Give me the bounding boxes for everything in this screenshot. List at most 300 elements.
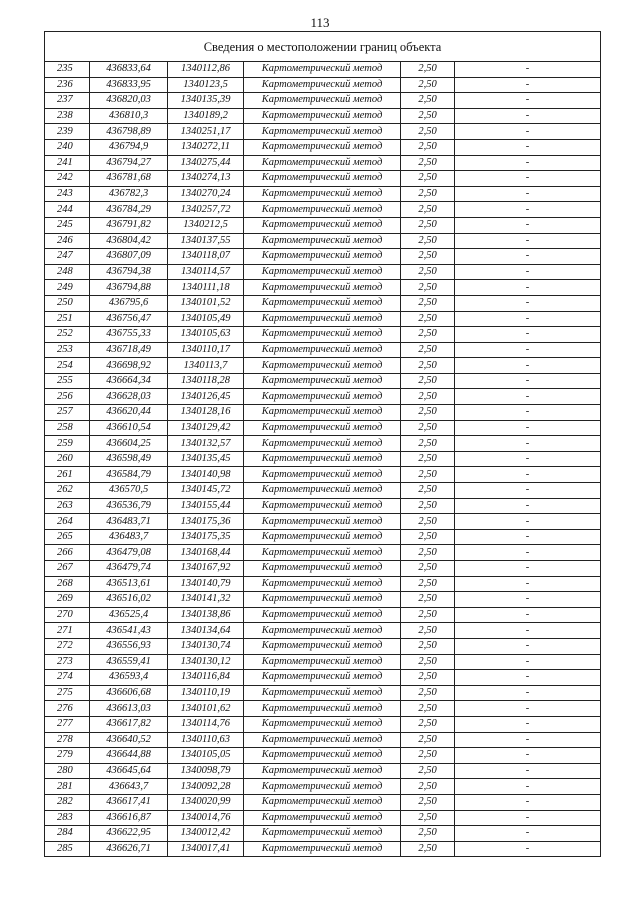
description-cell: - — [455, 670, 601, 686]
point-number-cell: 235 — [45, 62, 90, 78]
accuracy-cell: 2,50 — [401, 467, 455, 483]
table-row — [45, 202, 601, 218]
point-number-cell: 257 — [45, 405, 90, 421]
table-body — [45, 32, 601, 857]
method-cell: Картометрический метод — [244, 607, 401, 623]
point-number-cell: 284 — [45, 826, 90, 842]
y-coordinate-cell: 1340257,72 — [168, 202, 244, 218]
y-coordinate-cell: 1340020,99 — [168, 794, 244, 810]
x-coordinate-cell: 436626,71 — [90, 841, 168, 857]
method-cell: Картометрический метод — [244, 514, 401, 530]
description-cell: - — [455, 826, 601, 842]
table-row — [45, 217, 601, 233]
y-coordinate-cell: 1340110,19 — [168, 685, 244, 701]
table-row — [45, 810, 601, 826]
x-coordinate-cell: 436536,79 — [90, 498, 168, 514]
table-row — [45, 514, 601, 530]
method-cell: Картометрический метод — [244, 685, 401, 701]
method-cell: Картометрический метод — [244, 77, 401, 93]
description-cell: - — [455, 280, 601, 296]
table-row — [45, 342, 601, 358]
description-cell: - — [455, 779, 601, 795]
method-cell: Картометрический метод — [244, 451, 401, 467]
x-coordinate-cell: 436794,38 — [90, 264, 168, 280]
accuracy-cell: 2,50 — [401, 576, 455, 592]
method-cell: Картометрический метод — [244, 186, 401, 202]
point-number-cell: 247 — [45, 249, 90, 265]
y-coordinate-cell: 1340168,44 — [168, 545, 244, 561]
table-title-row — [45, 32, 601, 62]
y-coordinate-cell: 1340251,17 — [168, 124, 244, 140]
x-coordinate-cell: 436640,52 — [90, 732, 168, 748]
point-number-cell: 276 — [45, 701, 90, 717]
accuracy-cell: 2,50 — [401, 108, 455, 124]
description-cell: - — [455, 389, 601, 405]
table-row — [45, 62, 601, 78]
x-coordinate-cell: 436643,7 — [90, 779, 168, 795]
y-coordinate-cell: 1340101,52 — [168, 295, 244, 311]
point-number-cell: 266 — [45, 545, 90, 561]
point-number-cell: 275 — [45, 685, 90, 701]
method-cell: Картометрический метод — [244, 280, 401, 296]
x-coordinate-cell: 436755,33 — [90, 327, 168, 343]
x-coordinate-cell: 436556,93 — [90, 638, 168, 654]
accuracy-cell: 2,50 — [401, 763, 455, 779]
description-cell: - — [455, 498, 601, 514]
point-number-cell: 236 — [45, 77, 90, 93]
table-row — [45, 327, 601, 343]
point-number-cell: 268 — [45, 576, 90, 592]
description-cell: - — [455, 342, 601, 358]
y-coordinate-cell: 1340114,76 — [168, 716, 244, 732]
y-coordinate-cell: 1340135,39 — [168, 93, 244, 109]
point-number-cell: 251 — [45, 311, 90, 327]
description-cell: - — [455, 748, 601, 764]
description-cell: - — [455, 311, 601, 327]
method-cell: Картометрический метод — [244, 62, 401, 78]
x-coordinate-cell: 436833,64 — [90, 62, 168, 78]
y-coordinate-cell: 1340140,79 — [168, 576, 244, 592]
x-coordinate-cell: 436483,71 — [90, 514, 168, 530]
table-row — [45, 420, 601, 436]
table-row — [45, 623, 601, 639]
point-number-cell: 279 — [45, 748, 90, 764]
accuracy-cell: 2,50 — [401, 748, 455, 764]
method-cell: Картометрический метод — [244, 389, 401, 405]
description-cell: - — [455, 171, 601, 187]
table-row — [45, 592, 601, 608]
accuracy-cell: 2,50 — [401, 295, 455, 311]
y-coordinate-cell: 1340130,12 — [168, 654, 244, 670]
y-coordinate-cell: 1340140,98 — [168, 467, 244, 483]
description-cell: - — [455, 373, 601, 389]
point-number-cell: 261 — [45, 467, 90, 483]
description-cell: - — [455, 93, 601, 109]
description-cell: - — [455, 529, 601, 545]
table-row — [45, 389, 601, 405]
table-row — [45, 233, 601, 249]
accuracy-cell: 2,50 — [401, 826, 455, 842]
method-cell: Картометрический метод — [244, 498, 401, 514]
description-cell: - — [455, 467, 601, 483]
description-cell: - — [455, 483, 601, 499]
accuracy-cell: 2,50 — [401, 701, 455, 717]
x-coordinate-cell: 436664,34 — [90, 373, 168, 389]
table-row — [45, 467, 601, 483]
x-coordinate-cell: 436794,9 — [90, 139, 168, 155]
x-coordinate-cell: 436794,27 — [90, 155, 168, 171]
description-cell: - — [455, 701, 601, 717]
method-cell: Картометрический метод — [244, 436, 401, 452]
description-cell: - — [455, 576, 601, 592]
y-coordinate-cell: 1340116,84 — [168, 670, 244, 686]
point-number-cell: 250 — [45, 295, 90, 311]
y-coordinate-cell: 1340141,32 — [168, 592, 244, 608]
method-cell: Картометрический метод — [244, 561, 401, 577]
point-number-cell: 285 — [45, 841, 90, 857]
description-cell: - — [455, 124, 601, 140]
method-cell: Картометрический метод — [244, 826, 401, 842]
x-coordinate-cell: 436810,3 — [90, 108, 168, 124]
x-coordinate-cell: 436795,6 — [90, 295, 168, 311]
y-coordinate-cell: 1340135,45 — [168, 451, 244, 467]
x-coordinate-cell: 436525,4 — [90, 607, 168, 623]
method-cell: Картометрический метод — [244, 373, 401, 389]
x-coordinate-cell: 436782,3 — [90, 186, 168, 202]
y-coordinate-cell: 1340270,24 — [168, 186, 244, 202]
y-coordinate-cell: 1340123,5 — [168, 77, 244, 93]
y-coordinate-cell: 1340275,44 — [168, 155, 244, 171]
description-cell: - — [455, 327, 601, 343]
table-row — [45, 280, 601, 296]
description-cell: - — [455, 763, 601, 779]
point-number-cell: 245 — [45, 217, 90, 233]
method-cell: Картометрический метод — [244, 810, 401, 826]
table-row — [45, 654, 601, 670]
y-coordinate-cell: 1340092,28 — [168, 779, 244, 795]
description-cell: - — [455, 420, 601, 436]
y-coordinate-cell: 1340138,86 — [168, 607, 244, 623]
table-row — [45, 186, 601, 202]
y-coordinate-cell: 1340118,28 — [168, 373, 244, 389]
description-cell: - — [455, 607, 601, 623]
table-row — [45, 576, 601, 592]
accuracy-cell: 2,50 — [401, 794, 455, 810]
table-row — [45, 732, 601, 748]
point-number-cell: 271 — [45, 623, 90, 639]
x-coordinate-cell: 436698,92 — [90, 358, 168, 374]
method-cell: Картометрический метод — [244, 623, 401, 639]
accuracy-cell: 2,50 — [401, 670, 455, 686]
table-row — [45, 498, 601, 514]
y-coordinate-cell: 1340274,13 — [168, 171, 244, 187]
point-number-cell: 246 — [45, 233, 90, 249]
y-coordinate-cell: 1340017,41 — [168, 841, 244, 857]
x-coordinate-cell: 436616,87 — [90, 810, 168, 826]
description-cell: - — [455, 638, 601, 654]
accuracy-cell: 2,50 — [401, 280, 455, 296]
point-number-cell: 265 — [45, 529, 90, 545]
table-title: Сведения о местоположении границ объекта — [45, 32, 601, 62]
y-coordinate-cell: 1340130,74 — [168, 638, 244, 654]
table-row — [45, 139, 601, 155]
description-cell: - — [455, 202, 601, 218]
accuracy-cell: 2,50 — [401, 358, 455, 374]
table-row — [45, 748, 601, 764]
y-coordinate-cell: 1340126,45 — [168, 389, 244, 405]
point-number-cell: 283 — [45, 810, 90, 826]
accuracy-cell: 2,50 — [401, 732, 455, 748]
x-coordinate-cell: 436584,79 — [90, 467, 168, 483]
method-cell: Картометрический метод — [244, 638, 401, 654]
description-cell: - — [455, 139, 601, 155]
x-coordinate-cell: 436513,61 — [90, 576, 168, 592]
accuracy-cell: 2,50 — [401, 451, 455, 467]
table-row — [45, 249, 601, 265]
method-cell: Картометрический метод — [244, 295, 401, 311]
x-coordinate-cell: 436516,02 — [90, 592, 168, 608]
accuracy-cell: 2,50 — [401, 607, 455, 623]
y-coordinate-cell: 1340128,16 — [168, 405, 244, 421]
point-number-cell: 277 — [45, 716, 90, 732]
x-coordinate-cell: 436617,82 — [90, 716, 168, 732]
accuracy-cell: 2,50 — [401, 139, 455, 155]
accuracy-cell: 2,50 — [401, 202, 455, 218]
description-cell: - — [455, 436, 601, 452]
accuracy-cell: 2,50 — [401, 716, 455, 732]
x-coordinate-cell: 436644,88 — [90, 748, 168, 764]
x-coordinate-cell: 436784,29 — [90, 202, 168, 218]
description-cell: - — [455, 654, 601, 670]
point-number-cell: 253 — [45, 342, 90, 358]
y-coordinate-cell: 1340137,55 — [168, 233, 244, 249]
description-cell: - — [455, 405, 601, 421]
table-row — [45, 311, 601, 327]
description-cell: - — [455, 841, 601, 857]
method-cell: Картометрический метод — [244, 529, 401, 545]
y-coordinate-cell: 1340134,64 — [168, 623, 244, 639]
y-coordinate-cell: 1340105,63 — [168, 327, 244, 343]
description-cell: - — [455, 732, 601, 748]
y-coordinate-cell: 1340110,63 — [168, 732, 244, 748]
accuracy-cell: 2,50 — [401, 420, 455, 436]
boundary-table — [44, 31, 601, 857]
x-coordinate-cell: 436593,4 — [90, 670, 168, 686]
method-cell: Картометрический метод — [244, 794, 401, 810]
x-coordinate-cell: 436559,41 — [90, 654, 168, 670]
x-coordinate-cell: 436613,03 — [90, 701, 168, 717]
table-row — [45, 701, 601, 717]
accuracy-cell: 2,50 — [401, 373, 455, 389]
method-cell: Картометрический метод — [244, 93, 401, 109]
description-cell: - — [455, 186, 601, 202]
x-coordinate-cell: 436807,09 — [90, 249, 168, 265]
y-coordinate-cell: 1340113,7 — [168, 358, 244, 374]
table-row — [45, 670, 601, 686]
x-coordinate-cell: 436794,88 — [90, 280, 168, 296]
description-cell: - — [455, 623, 601, 639]
description-cell: - — [455, 810, 601, 826]
y-coordinate-cell: 1340012,42 — [168, 826, 244, 842]
point-number-cell: 262 — [45, 483, 90, 499]
point-number-cell: 252 — [45, 327, 90, 343]
y-coordinate-cell: 1340175,35 — [168, 529, 244, 545]
table-row — [45, 794, 601, 810]
table-row — [45, 841, 601, 857]
x-coordinate-cell: 436606,68 — [90, 685, 168, 701]
table-row — [45, 171, 601, 187]
point-number-cell: 273 — [45, 654, 90, 670]
point-number-cell: 267 — [45, 561, 90, 577]
x-coordinate-cell: 436718,49 — [90, 342, 168, 358]
method-cell: Картометрический метод — [244, 779, 401, 795]
x-coordinate-cell: 436483,7 — [90, 529, 168, 545]
point-number-cell: 278 — [45, 732, 90, 748]
x-coordinate-cell: 436756,47 — [90, 311, 168, 327]
table-row — [45, 545, 601, 561]
x-coordinate-cell: 436628,03 — [90, 389, 168, 405]
description-cell: - — [455, 716, 601, 732]
y-coordinate-cell: 1340105,49 — [168, 311, 244, 327]
table-row — [45, 779, 601, 795]
description-cell: - — [455, 685, 601, 701]
accuracy-cell: 2,50 — [401, 514, 455, 530]
accuracy-cell: 2,50 — [401, 561, 455, 577]
table-row — [45, 373, 601, 389]
y-coordinate-cell: 1340175,36 — [168, 514, 244, 530]
accuracy-cell: 2,50 — [401, 77, 455, 93]
table-row — [45, 77, 601, 93]
y-coordinate-cell: 1340118,07 — [168, 249, 244, 265]
method-cell: Картометрический метод — [244, 420, 401, 436]
point-number-cell: 255 — [45, 373, 90, 389]
y-coordinate-cell: 1340129,42 — [168, 420, 244, 436]
description-cell: - — [455, 77, 601, 93]
point-number-cell: 272 — [45, 638, 90, 654]
accuracy-cell: 2,50 — [401, 654, 455, 670]
accuracy-cell: 2,50 — [401, 498, 455, 514]
point-number-cell: 281 — [45, 779, 90, 795]
description-cell: - — [455, 358, 601, 374]
point-number-cell: 260 — [45, 451, 90, 467]
description-cell: - — [455, 264, 601, 280]
y-coordinate-cell: 1340014,76 — [168, 810, 244, 826]
accuracy-cell: 2,50 — [401, 810, 455, 826]
x-coordinate-cell: 436570,5 — [90, 483, 168, 499]
table-row — [45, 483, 601, 499]
table-row — [45, 529, 601, 545]
accuracy-cell: 2,50 — [401, 93, 455, 109]
x-coordinate-cell: 436622,95 — [90, 826, 168, 842]
method-cell: Картометрический метод — [244, 217, 401, 233]
method-cell: Картометрический метод — [244, 139, 401, 155]
description-cell: - — [455, 794, 601, 810]
y-coordinate-cell: 1340132,57 — [168, 436, 244, 452]
table-row — [45, 124, 601, 140]
x-coordinate-cell: 436604,25 — [90, 436, 168, 452]
point-number-cell: 254 — [45, 358, 90, 374]
x-coordinate-cell: 436804,42 — [90, 233, 168, 249]
accuracy-cell: 2,50 — [401, 529, 455, 545]
description-cell: - — [455, 217, 601, 233]
method-cell: Картометрический метод — [244, 405, 401, 421]
method-cell: Картометрический метод — [244, 592, 401, 608]
method-cell: Картометрический метод — [244, 467, 401, 483]
y-coordinate-cell: 1340110,17 — [168, 342, 244, 358]
accuracy-cell: 2,50 — [401, 171, 455, 187]
description-cell: - — [455, 108, 601, 124]
accuracy-cell: 2,50 — [401, 638, 455, 654]
point-number-cell: 241 — [45, 155, 90, 171]
accuracy-cell: 2,50 — [401, 233, 455, 249]
table-row — [45, 638, 601, 654]
table-row — [45, 108, 601, 124]
description-cell: - — [455, 514, 601, 530]
method-cell: Картометрический метод — [244, 576, 401, 592]
accuracy-cell: 2,50 — [401, 389, 455, 405]
table-row — [45, 451, 601, 467]
method-cell: Картометрический метод — [244, 233, 401, 249]
y-coordinate-cell: 1340111,18 — [168, 280, 244, 296]
table-row — [45, 264, 601, 280]
accuracy-cell: 2,50 — [401, 342, 455, 358]
accuracy-cell: 2,50 — [401, 311, 455, 327]
method-cell: Картометрический метод — [244, 358, 401, 374]
method-cell: Картометрический метод — [244, 748, 401, 764]
accuracy-cell: 2,50 — [401, 186, 455, 202]
description-cell: - — [455, 155, 601, 171]
x-coordinate-cell: 436791,82 — [90, 217, 168, 233]
method-cell: Картометрический метод — [244, 654, 401, 670]
accuracy-cell: 2,50 — [401, 841, 455, 857]
x-coordinate-cell: 436620,44 — [90, 405, 168, 421]
method-cell: Картометрический метод — [244, 155, 401, 171]
y-coordinate-cell: 1340105,05 — [168, 748, 244, 764]
description-cell: - — [455, 295, 601, 311]
x-coordinate-cell: 436617,41 — [90, 794, 168, 810]
point-number-cell: 270 — [45, 607, 90, 623]
description-cell: - — [455, 249, 601, 265]
y-coordinate-cell: 1340145,72 — [168, 483, 244, 499]
point-number-cell: 256 — [45, 389, 90, 405]
accuracy-cell: 2,50 — [401, 483, 455, 499]
point-number-cell: 274 — [45, 670, 90, 686]
method-cell: Картометрический метод — [244, 311, 401, 327]
method-cell: Картометрический метод — [244, 124, 401, 140]
method-cell: Картометрический метод — [244, 171, 401, 187]
y-coordinate-cell: 1340101,62 — [168, 701, 244, 717]
point-number-cell: 242 — [45, 171, 90, 187]
table-row — [45, 155, 601, 171]
method-cell: Картометрический метод — [244, 716, 401, 732]
y-coordinate-cell: 1340114,57 — [168, 264, 244, 280]
accuracy-cell: 2,50 — [401, 685, 455, 701]
method-cell: Картометрический метод — [244, 763, 401, 779]
table-row — [45, 607, 601, 623]
accuracy-cell: 2,50 — [401, 124, 455, 140]
table-row — [45, 561, 601, 577]
point-number-cell: 249 — [45, 280, 90, 296]
page-number: 113 — [310, 15, 330, 30]
table-row — [45, 826, 601, 842]
y-coordinate-cell: 1340112,86 — [168, 62, 244, 78]
method-cell: Картометрический метод — [244, 841, 401, 857]
y-coordinate-cell: 1340155,44 — [168, 498, 244, 514]
table-row — [45, 685, 601, 701]
y-coordinate-cell: 1340167,92 — [168, 561, 244, 577]
point-number-cell: 240 — [45, 139, 90, 155]
x-coordinate-cell: 436598,49 — [90, 451, 168, 467]
